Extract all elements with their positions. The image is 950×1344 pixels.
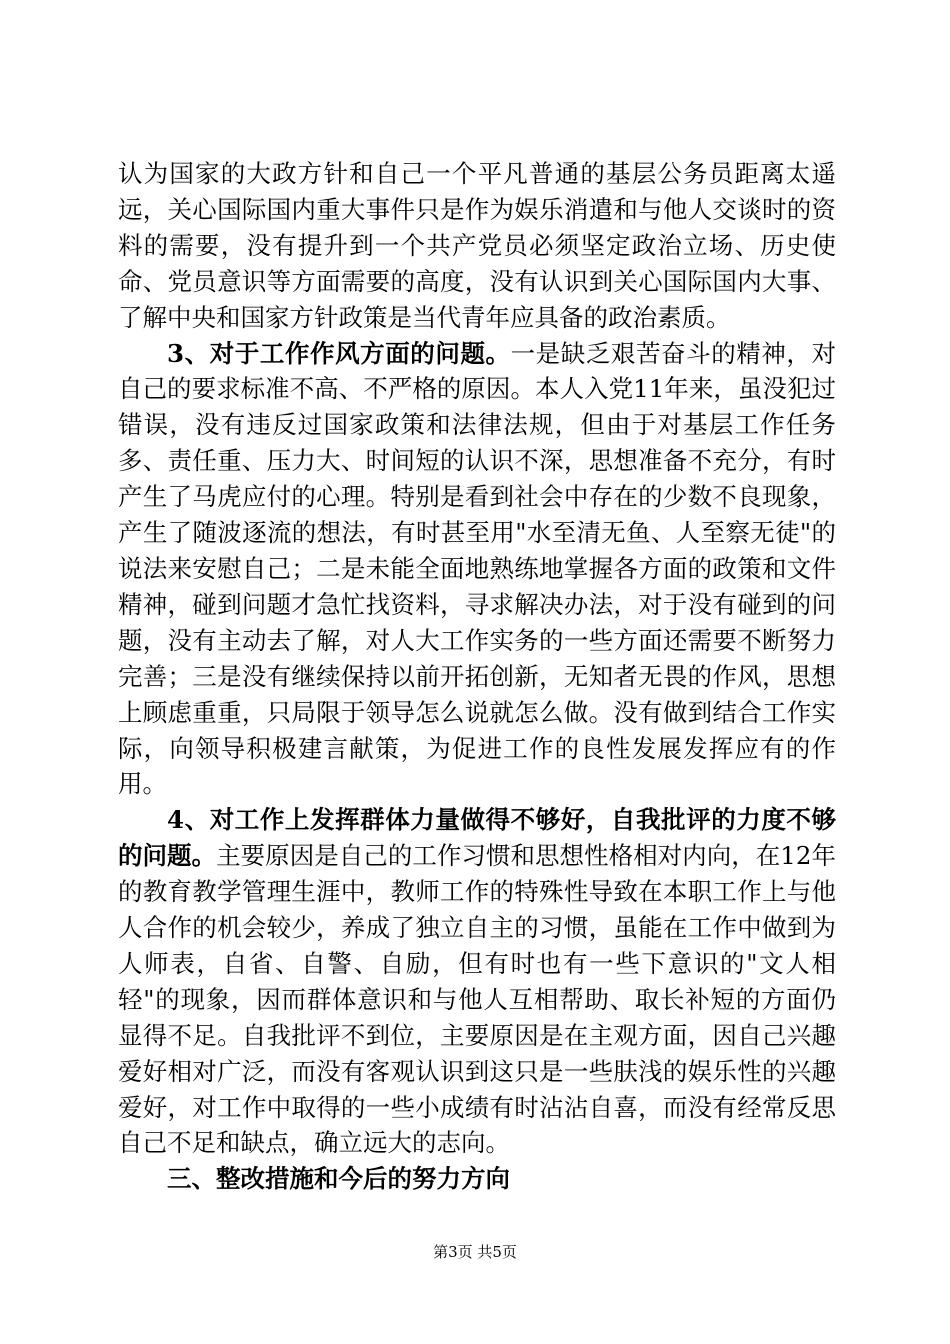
paragraph-1: [118, 156, 836, 336]
section-heading: [118, 1161, 836, 1197]
section-heading-text: 三、整改措施和今后的努力方向: [167, 1164, 510, 1194]
paragraph-2: [118, 336, 836, 803]
paragraph-2-text: 一是缺乏艰苦奋斗的精神，对自己的要求标准不高、不严格的原因。本人入党11年来，虽没犯过错误，没有违反过国家政策和法律法规，但由于对基层工作任务多、责任重、压力大、时间短的认识不深，思想准备不充分，有时产生了马虎应付的心理。特别是看到社会中存在的少数不良现象，产生了随波逐流的想法，有时甚至用"水至清无鱼、人至察无徒"的说法来安慰自己；二是未能全面地熟练地掌握各方面的政策和文件精神，碰到问题才急忙找资料，寻求解决办法，对于没有碰到的问题，没有主动去了解，对人大工作实务的一些方面还需要不断努力完善；三是没有继续保持以前开拓创新，无知者无畏的作风，思想上顾虑重重，只局限于领导怎么说就怎么做。没有做到结合工作实际，向领导积极建言献策，为促进工作的良性发展发挥应有的作用。: [118, 338, 837, 799]
paragraph-3-heading: 4、对工作上发挥群体力量做得不够好，自我批评的力度不够的问题。: [118, 805, 836, 871]
page-footer: 第3页 共5页: [433, 1243, 517, 1261]
document-body: [118, 156, 836, 1197]
paragraph-3-text: 主要原因是自己的工作习惯和思想性格相对内向，在12年的教育教学管理生涯中，教师工作的特殊性导致在本职工作上与他人合作的机会较少，养成了独立自主的习惯，虽能在工作中做到为人师表，自省、自警、自励，但有时也有一些下意识的"文人相轻"的现象，因而群体意识和与他人互相帮助、取长补短的方面仍显得不足。自我批评不到位，主要原因是在主观方面，因自己兴趣爱好相对广泛，而没有客观认识到这只是一些肤浅的娱乐性的兴趣爱好，对工作中取得的一些小成绩有时沾沾自喜，而没有经常反思自己不足和缺点，确立远大的志向。: [118, 841, 836, 1158]
paragraph-2-heading: 3、对于工作作风方面的问题。: [167, 338, 511, 368]
paragraph-1-text: 认为国家的大政方针和自己一个平凡普通的基层公务员距离太遥远，关心国际国内重大事件只是作为娱乐消遣和与他人交谈时的资料的需要，没有提升到一个共产党员必须坚定政治立场、历史使命、党员意识等方面需要的高度，没有认识到关心国际国内大事、了解中央和国家方针政策是当代青年应具备的政治素质。: [118, 159, 836, 332]
paragraph-3: [118, 802, 836, 1161]
